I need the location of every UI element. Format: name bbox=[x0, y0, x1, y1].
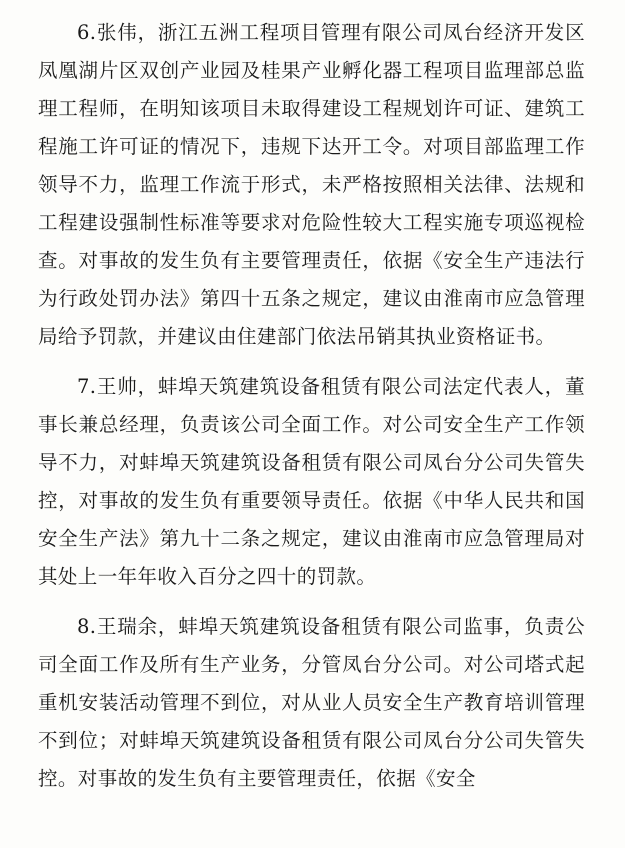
paragraph-item-7: 7.王帅，蚌埠天筑建筑设备租赁有限公司法定代表人，董事长兼总经理，负责该公司全面工作。对公司安全生产工作领导不力，对蚌埠天筑建筑设备租赁有限公司凤台分公司失管失控，对事故的发生负有重要领导责任。依据《中华人民共和国安全生产法》第九十二条之规定，建议由淮南市应急管理局对其处上一年年收入百分之四十的罚款。 bbox=[38, 375, 585, 588]
paragraph-item-6: 6.张伟，浙江五洲工程项目管理有限公司凤台经济开发区凤凰湖片区双创产业园及桂果产业孵化器工程项目监理部总监理工程师，在明知该项目未取得建设工程规划许可证、建筑工程施工许可证的情况下，违规下达开工令。对项目部监理工作领导不力，监理工作流于形式，未严格按照相关法律、法规和工程建设强制性标准等要求对危险性较大工程实施专项巡视检查。对事故的发生负有主要管理责任，依据《安全生产违法行为行政处罚办法》第四十五条之规定，建议由淮南市应急管理局给予罚款，并建议由住建部门依法吊销其执业资格证书。 bbox=[38, 21, 585, 348]
document-body bbox=[38, 14, 585, 798]
paragraph-item-8: 8.王瑞余，蚌埠天筑建筑设备租赁有限公司监事，负责公司全面工作及所有生产业务，分管凤台分公司。对公司塔式起重机安装活动管理不到位，对从业人员安全生产教育培训管理不到位；对蚌埠天筑建筑设备租赁有限公司凤台分公司失管失控。对事故的发生负有主要管理责任，依据《安全 bbox=[38, 615, 585, 790]
